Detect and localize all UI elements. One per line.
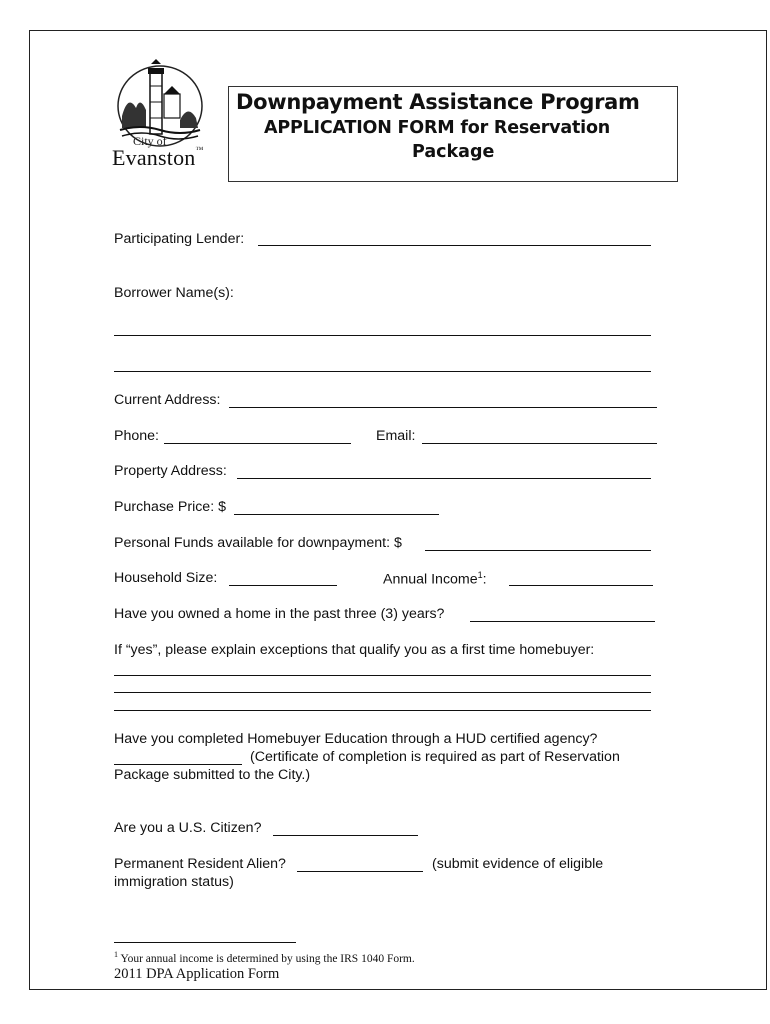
hud-certificate-note: (Certificate of completion is required as part of Reservation [250,749,620,765]
property-address-field[interactable] [237,478,651,479]
personal-funds-field[interactable] [425,550,651,551]
explain-field-3[interactable] [114,710,651,711]
annual-income-label: Annual Income$^1$: [383,570,487,588]
participating-lender-field[interactable] [258,245,651,246]
footnote-rule [114,942,296,943]
household-size-label: Household Size: [114,570,218,586]
footnote: $^1$ Your annual income is determined by using the IRS 1040 Form. [114,950,415,965]
household-size-field[interactable] [229,585,337,586]
borrower-name-field-1[interactable] [114,335,651,336]
us-citizen-field[interactable] [273,835,418,836]
participating-lender-label: Participating Lender: [114,231,245,247]
borrower-name-field-2[interactable] [114,371,651,372]
page-footer: 2011 DPA Application Form [114,966,280,982]
annual-income-field[interactable] [509,585,653,586]
logo-city-of-text: City of [133,134,167,148]
us-citizen-question: Are you a U.S. Citizen? [114,820,262,836]
explain-field-1[interactable] [114,675,651,676]
phone-field[interactable] [164,443,351,444]
resident-alien-question: Permanent Resident Alien? [114,856,286,872]
purchase-price-label: Purchase Price: $ [114,499,226,515]
if-yes-explain-label: If “yes”, please explain exceptions that qualify you as a first time homebuyer: [114,642,595,658]
resident-alien-note-cont: immigration status) [114,874,234,890]
explain-field-2[interactable] [114,692,651,693]
resident-alien-field[interactable] [297,871,423,872]
form-title: Downpayment Assistance Program [236,90,640,114]
owned-home-field[interactable] [470,621,655,622]
resident-alien-note: (submit evidence of eligible [432,856,604,872]
logo-evanston-text: Evanston™ [112,145,204,170]
phone-label: Phone: [114,428,159,444]
hud-education-field[interactable] [114,764,242,765]
email-label: Email: [376,428,416,444]
form-subtitle-line1: APPLICATION FORM for Reservation [264,118,611,138]
current-address-label: Current Address: [114,392,221,408]
email-field[interactable] [422,443,657,444]
personal-funds-label: Personal Funds available for downpayment: $ [114,535,402,551]
property-address-label: Property Address: [114,463,227,479]
hud-education-question: Have you completed Homebuyer Education through a HUD certified agency? [114,731,598,747]
form-subtitle-line2: Package [412,142,495,162]
hud-certificate-note-cont: Package submitted to the City.) [114,767,311,783]
borrower-names-label: Borrower Name(s): [114,285,234,301]
owned-home-question: Have you owned a home in the past three (3) years? [114,606,445,622]
current-address-field[interactable] [229,407,657,408]
purchase-price-field[interactable] [234,514,439,515]
